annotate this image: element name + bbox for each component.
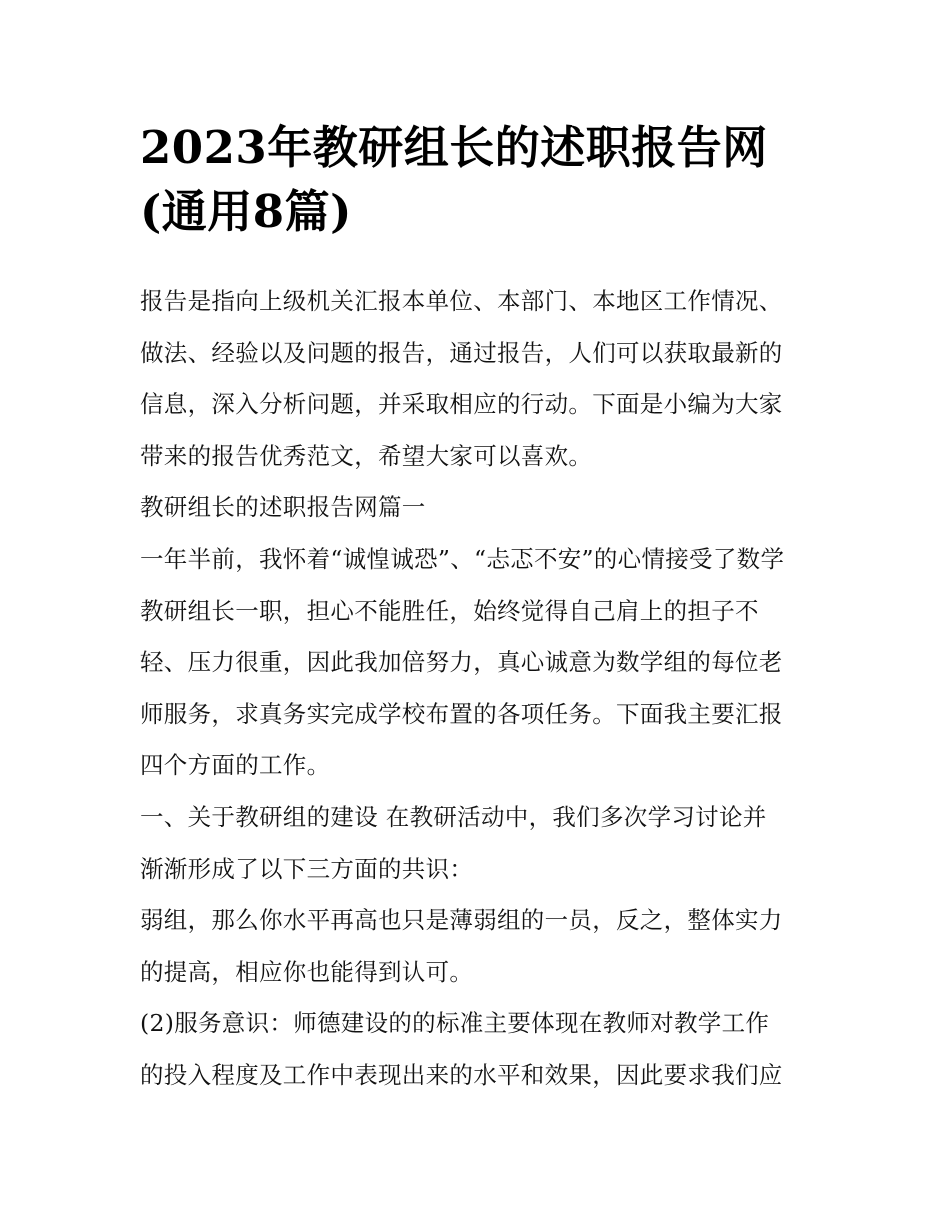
body-line-2: 做法、经验以及问题的报告，通过报告，人们可以获取最新的 [140, 338, 783, 367]
body-line-9: 师服务，求真务实完成学校布置的各项任务。下面我主要汇报 [140, 699, 783, 728]
body-line-11: 一、关于教研组的建设 在教研活动中，我们多次学习讨论并 [140, 802, 767, 831]
body-line-12: 渐渐形成了以下三方面的共识： [140, 854, 474, 883]
body-line-4: 带来的报告优秀范文，希望大家可以喜欢。 [140, 441, 593, 470]
title-line-1: 2023年教研组长的述职报告网 [140, 121, 768, 174]
document-body [140, 276, 820, 1102]
body-line-6: 一年半前，我怀着“诚惶诚恐”、“忐忑不安”的心情接受了数学 [140, 544, 785, 573]
body-line-15: (2)服务意识：师德建设的的标准主要体现在教师对教学工作 [140, 1009, 770, 1038]
body-line-13: 弱组，那么你水平再高也只是薄弱组的一员，反之，整体实力 [140, 906, 783, 935]
body-line-10: 四个方面的工作。 [140, 751, 331, 780]
body-line-1: 报告是指向上级机关汇报本单位、本部门、本地区工作情况、 [140, 287, 783, 315]
body-line-7: 教研组长一职，担心不能胜任，始终觉得自己肩上的担子不 [140, 596, 759, 625]
section-heading: 教研组长的述职报告网篇一 [140, 493, 426, 522]
document-title [140, 116, 830, 244]
body-line-16: 的投入程度及工作中表现出来的水平和效果，因此要求我们应 [140, 1060, 783, 1089]
body-line-3: 信息，深入分析问题，并采取相应的行动。下面是小编为大家 [140, 390, 783, 419]
body-line-8: 轻、压力很重，因此我加倍努力，真心诚意为数学组的每位老 [140, 648, 783, 677]
body-line-14: 的提高，相应你也能得到认可。 [140, 957, 474, 986]
title-line-2: (通用8篇) [140, 185, 352, 238]
